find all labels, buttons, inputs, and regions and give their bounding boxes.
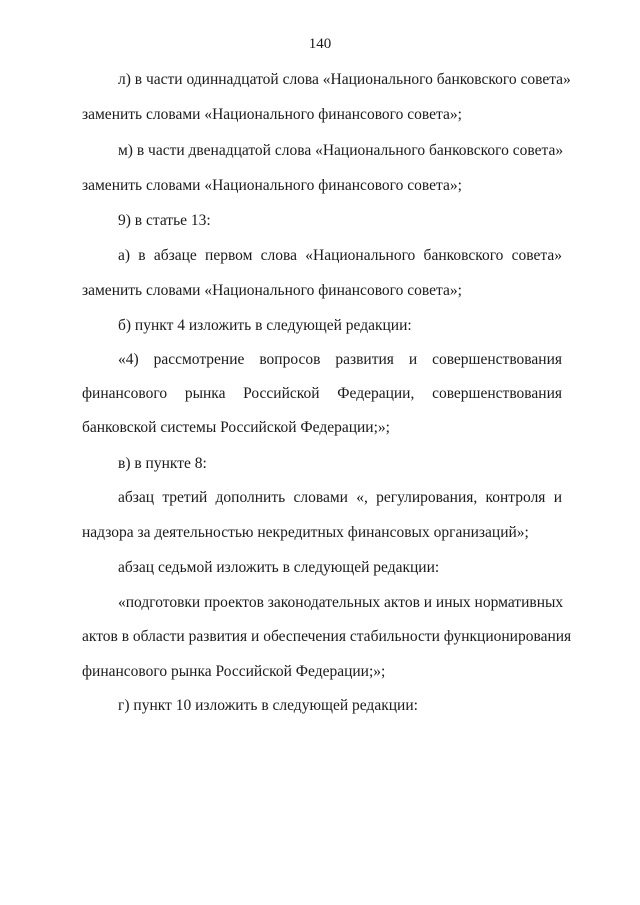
text-line: актов в области развития и обеспечения стабильности функционирования xyxy=(82,628,572,645)
text-line: л) в части одиннадцатой слова «Национального банковского совета» xyxy=(118,71,571,88)
text-line: м) в части двенадцатой слова «Национального банковского совета» xyxy=(118,142,564,159)
page-number: 140 xyxy=(308,36,332,52)
text-line: заменить словами «Национального финансового совета»; xyxy=(82,177,462,194)
text-line: абзац третий дополнить словами «, регулирования, контроля и xyxy=(118,489,562,506)
text-line: заменить словами «Национального финансового совета»; xyxy=(82,282,462,299)
text-line: надзора за деятельностью некредитных финансовых организаций»; xyxy=(82,524,529,541)
text-line: финансового рынка Российской Федерации, совершенствования xyxy=(82,385,562,402)
text-line: «4) рассмотрение вопросов развития и совершенствования xyxy=(118,351,562,368)
text-line: в) в пункте 8: xyxy=(118,455,207,472)
text-line: б) пункт 4 изложить в следующей редакции: xyxy=(118,317,412,334)
text-line: банковской системы Российской Федерации;»; xyxy=(82,419,390,436)
text-line: абзац седьмой изложить в следующей редакции: xyxy=(118,559,440,576)
text-line: «подготовки проектов законодательных актов и иных нормативных xyxy=(118,594,564,611)
text-line: г) пункт 10 изложить в следующей редакции: xyxy=(118,697,418,714)
text-line: 9) в статье 13: xyxy=(118,212,211,229)
text-line: а) в абзаце первом слова «Национального банковского совета» xyxy=(118,247,562,264)
text-line: заменить словами «Национального финансового совета»; xyxy=(82,106,462,123)
text-line: финансового рынка Российской Федерации;»; xyxy=(82,663,386,680)
